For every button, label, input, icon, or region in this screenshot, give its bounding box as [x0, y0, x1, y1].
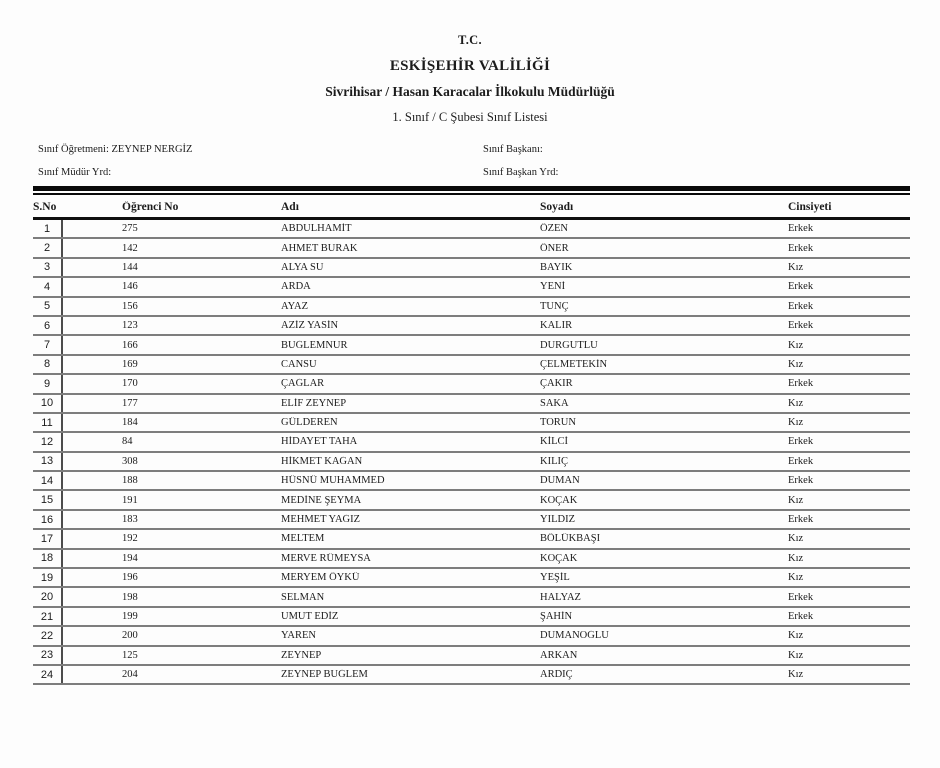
ogrenci-no-cell: 188	[122, 475, 138, 487]
sno-cell: 22	[33, 627, 63, 644]
title-school: Sivrihisar / Hasan Karacalar İlkokulu Müdürlüğü	[325, 84, 615, 99]
soyadi-cell: KALIR	[540, 320, 573, 332]
soyadi-cell: DUMAN	[540, 475, 580, 487]
ogrenci-no-cell: 166	[122, 339, 138, 351]
soyadi-cell: ARDIÇ	[540, 669, 573, 681]
adi-cell: ZEYNEP	[281, 649, 322, 661]
header-ogrenci-no: Öğrenci No	[122, 201, 179, 213]
table-row	[33, 414, 910, 433]
ogrenci-no-cell: 184	[122, 417, 138, 429]
soyadi-cell: YILDIZ	[540, 514, 575, 526]
header-adi: Adı	[281, 201, 299, 213]
soyadi-cell: BAYIK	[540, 261, 573, 273]
ogrenci-no-cell: 123	[122, 320, 138, 332]
sno-cell: 6	[33, 317, 63, 334]
ogrenci-no-cell: 192	[122, 533, 138, 545]
adi-cell: MEHMET YAĞIZ	[281, 514, 361, 526]
sno-cell: 8	[33, 356, 63, 373]
ogrenci-no-cell: 84	[122, 436, 133, 448]
soyadi-cell: KILIÇ	[540, 455, 568, 467]
adi-cell: HİDAYET TAHA	[281, 436, 358, 448]
table-row	[33, 550, 910, 569]
sno-cell: 19	[33, 569, 63, 586]
adi-cell: HÜSNÜ MUHAMMED	[281, 475, 385, 487]
adi-cell: ARDA	[281, 281, 311, 293]
adi-cell: ÇAĞLAR	[281, 378, 325, 390]
cinsiyet-cell: Kız	[788, 358, 804, 370]
title-list-name: 1. Sınıf / C Şubesi Sınıf Listesi	[392, 110, 548, 124]
student-table	[33, 197, 910, 685]
soyadi-cell: YENİ	[540, 281, 566, 293]
adi-cell: CANSU	[281, 358, 317, 370]
title-governorship: ESKİŞEHİR VALİLİĞİ	[389, 58, 551, 74]
soyadi-cell: KİLCİ	[540, 436, 568, 448]
adi-cell: ZEYNEP BUĞLEM	[281, 669, 368, 681]
cinsiyet-cell: Erkek	[788, 378, 814, 390]
soyadi-cell: KOÇAK	[540, 552, 578, 564]
ogrenci-no-cell: 125	[122, 649, 138, 661]
table-row	[33, 278, 910, 297]
table-row	[33, 666, 910, 685]
soyadi-cell: DURGUTLU	[540, 339, 598, 351]
table-row	[33, 356, 910, 375]
table-row	[33, 588, 910, 607]
table-row	[33, 608, 910, 627]
cinsiyet-cell: Kız	[788, 630, 804, 642]
class-president-field: Sınıf Başkanı:	[483, 144, 543, 155]
soyadi-cell: ÇELMETEKİN	[540, 358, 608, 370]
info-row-1	[38, 144, 908, 167]
soyadi-cell: DUMANOĞLU	[540, 630, 609, 642]
table-row	[33, 472, 910, 491]
cinsiyet-cell: Erkek	[788, 320, 814, 332]
sno-cell: 15	[33, 491, 63, 508]
ogrenci-no-cell: 196	[122, 572, 138, 584]
header-soyadi: Soyadı	[540, 201, 574, 213]
sno-cell: 24	[33, 666, 63, 683]
title-tc: T.C.	[458, 33, 482, 47]
document-title-block	[0, 33, 940, 125]
cinsiyet-cell: Erkek	[788, 223, 814, 235]
ogrenci-no-cell: 275	[122, 223, 138, 235]
ogrenci-no-cell: 199	[122, 611, 138, 622]
cinsiyet-cell: Kız	[788, 339, 804, 351]
adi-cell: MEDİNE ŞEYMA	[281, 494, 362, 506]
cinsiyet-cell: Kız	[788, 397, 804, 409]
cinsiyet-cell: Kız	[788, 261, 804, 273]
table-row	[33, 395, 910, 414]
adi-cell: HİKMET KAĞAN	[281, 455, 363, 467]
ogrenci-no-cell: 156	[122, 300, 138, 312]
cinsiyet-cell: Erkek	[788, 591, 814, 603]
soyadi-cell: HALYAZ	[540, 591, 581, 603]
soyadi-cell: ŞAHİN	[540, 611, 573, 622]
ogrenci-no-cell: 146	[122, 281, 138, 293]
adi-cell: MELTEM	[281, 533, 325, 545]
ogrenci-no-cell: 169	[122, 358, 138, 370]
ogrenci-no-cell: 183	[122, 514, 138, 526]
sno-cell: 21	[33, 608, 63, 625]
table-row	[33, 239, 910, 258]
sno-cell: 23	[33, 647, 63, 664]
cinsiyet-cell: Erkek	[788, 475, 814, 487]
adi-cell: ABDULHAMİT	[281, 223, 352, 235]
info-section	[38, 144, 908, 190]
cinsiyet-cell: Erkek	[788, 242, 814, 254]
soyadi-cell: KOÇAK	[540, 494, 578, 506]
table-row	[33, 317, 910, 336]
vice-principal-field: Sınıf Müdür Yrd:	[38, 167, 112, 178]
sno-cell: 5	[33, 298, 63, 315]
table-header-row	[33, 197, 910, 220]
cinsiyet-cell: Erkek	[788, 514, 814, 526]
table-row	[33, 433, 910, 452]
table-row	[33, 298, 910, 317]
adi-cell: MERVE RÜMEYSA	[281, 552, 371, 564]
cinsiyet-cell: Erkek	[788, 300, 814, 312]
soyadi-cell: BÖLÜKBAŞI	[540, 533, 601, 545]
cinsiyet-cell: Kız	[788, 417, 804, 429]
cinsiyet-cell: Erkek	[788, 436, 814, 448]
adi-cell: AYAZ	[281, 300, 309, 312]
ogrenci-no-cell: 144	[122, 261, 138, 273]
sno-cell: 18	[33, 550, 63, 567]
cinsiyet-cell: Kız	[788, 649, 804, 661]
sno-cell: 1	[33, 220, 63, 237]
sno-cell: 16	[33, 511, 63, 528]
sno-cell: 14	[33, 472, 63, 489]
sno-cell: 12	[33, 433, 63, 450]
soyadi-cell: ÖZEN	[540, 223, 568, 235]
table-row	[33, 375, 910, 394]
soyadi-cell: TUNÇ	[540, 300, 569, 312]
header-cinsiyeti: Cinsiyeti	[788, 201, 832, 213]
table-row	[33, 259, 910, 278]
soyadi-cell: ARKAN	[540, 649, 578, 661]
adi-cell: UMUT EDİZ	[281, 611, 339, 622]
adi-cell: AZİZ YASİN	[281, 320, 339, 332]
table-row	[33, 491, 910, 510]
sno-cell: 3	[33, 259, 63, 276]
sno-cell: 10	[33, 395, 63, 412]
soyadi-cell: YEŞİL	[540, 572, 570, 584]
ogrenci-no-cell: 177	[122, 397, 138, 409]
ogrenci-no-cell: 204	[122, 669, 138, 681]
cinsiyet-cell: Erkek	[788, 611, 814, 622]
table-row	[33, 627, 910, 646]
sno-cell: 4	[33, 278, 63, 295]
cinsiyet-cell: Kız	[788, 572, 804, 584]
ogrenci-no-cell: 200	[122, 630, 138, 642]
section-divider-bar	[33, 186, 910, 195]
cinsiyet-cell: Kız	[788, 669, 804, 681]
adi-cell: MERYEM ÖYKÜ	[281, 572, 360, 584]
ogrenci-no-cell: 308	[122, 455, 138, 467]
table-body	[33, 220, 910, 685]
table-row	[33, 453, 910, 472]
adi-cell: ELİF ZEYNEP	[281, 397, 347, 409]
ogrenci-no-cell: 170	[122, 378, 138, 390]
adi-cell: YAREN	[281, 630, 317, 642]
sno-cell: 9	[33, 375, 63, 392]
table-row	[33, 530, 910, 549]
table-row	[33, 569, 910, 588]
ogrenci-no-cell: 142	[122, 242, 138, 254]
ogrenci-no-cell: 191	[122, 494, 138, 506]
adi-cell: BUĞLEMNUR	[281, 339, 348, 351]
sno-cell: 17	[33, 530, 63, 547]
soyadi-cell: ÖNER	[540, 242, 569, 254]
soyadi-cell: ÇAKIR	[540, 378, 573, 390]
header-sno: S.No	[33, 201, 57, 213]
sno-cell: 13	[33, 453, 63, 470]
sno-cell: 7	[33, 336, 63, 353]
ogrenci-no-cell: 198	[122, 591, 138, 603]
table-row	[33, 220, 910, 239]
cinsiyet-cell: Kız	[788, 533, 804, 545]
table-row	[33, 336, 910, 355]
adi-cell: AHMET BURAK	[281, 242, 358, 254]
cinsiyet-cell: Kız	[788, 552, 804, 564]
sno-cell: 20	[33, 588, 63, 605]
soyadi-cell: TORUN	[540, 417, 576, 429]
table-row	[33, 647, 910, 666]
adi-cell: GÜLDEREN	[281, 417, 338, 429]
ogrenci-no-cell: 194	[122, 552, 138, 564]
sno-cell: 11	[33, 414, 63, 431]
sno-cell: 2	[33, 239, 63, 256]
adi-cell: SELMAN	[281, 591, 325, 603]
cinsiyet-cell: Erkek	[788, 455, 814, 467]
cinsiyet-cell: Kız	[788, 494, 804, 506]
vice-president-field: Sınıf Başkan Yrd:	[483, 167, 559, 178]
class-teacher-field: Sınıf Öğretmeni: ZEYNEP NERGİZ	[38, 144, 193, 155]
table-row	[33, 511, 910, 530]
soyadi-cell: SAKA	[540, 397, 569, 409]
adi-cell: ALYA SU	[281, 261, 324, 273]
cinsiyet-cell: Erkek	[788, 281, 814, 293]
